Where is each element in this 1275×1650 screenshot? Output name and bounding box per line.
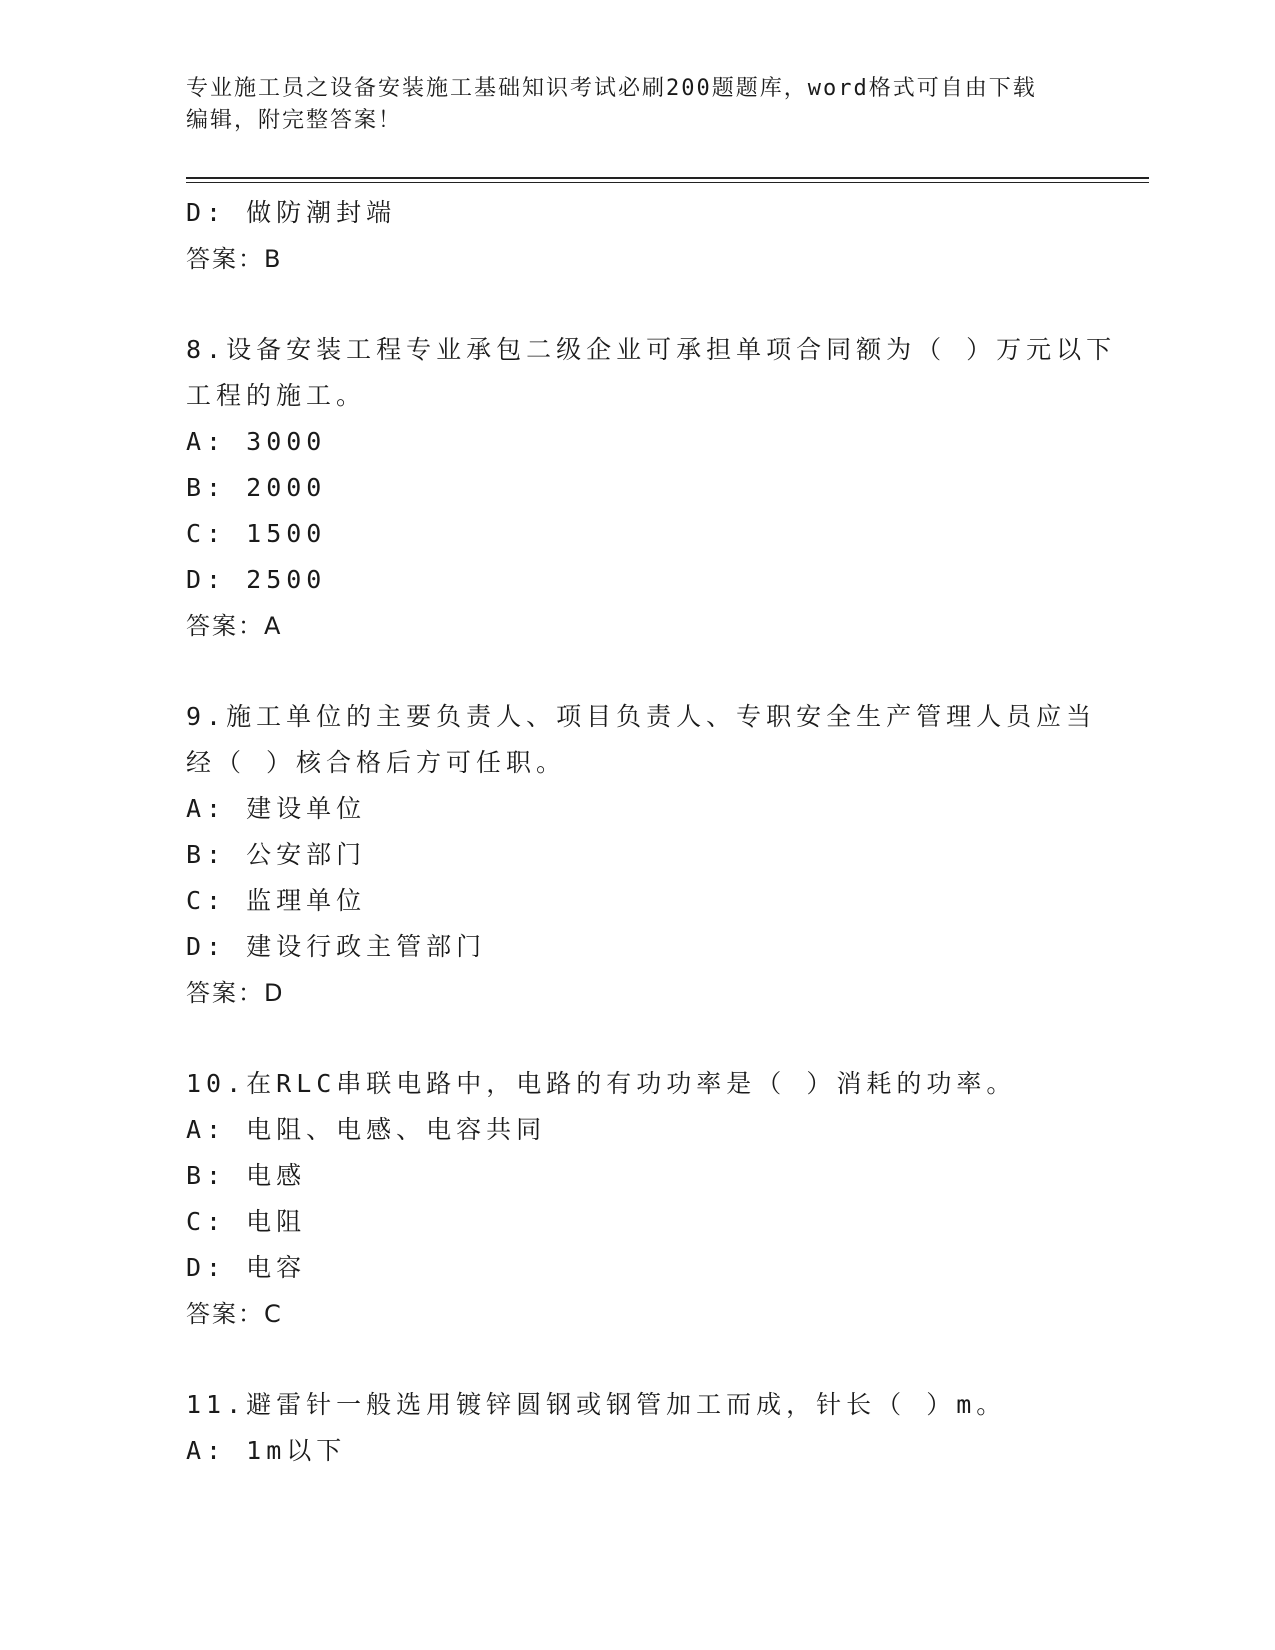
option-b: B: 公安部门 — [186, 840, 367, 869]
option-a: A: 3000 — [186, 427, 327, 456]
header-rule-thin — [186, 182, 1149, 183]
option-d: D: 建设行政主管部门 — [186, 932, 487, 961]
option-c: C: 监理单位 — [186, 886, 367, 915]
option-c: C: 电阻 — [186, 1207, 307, 1236]
option-d: D: 做防潮封端 — [186, 198, 397, 227]
option-b: B: 2000 — [186, 473, 327, 502]
answer-line: 答案：D — [186, 979, 285, 1007]
question-stem: 9.施工单位的主要负责人、项目负责人、专职安全生产管理人员应当 — [186, 702, 1097, 731]
spacer — [186, 1337, 1106, 1382]
question-stem: 10.在RLC串联电路中，电路的有功功率是（ ）消耗的功率。 — [186, 1069, 1017, 1098]
question-block-9 — [186, 694, 1106, 1016]
header-rule-thick — [186, 177, 1149, 179]
question-stem-continued: 经（ ）核合格后方可任职。 — [186, 748, 567, 777]
answer-line: 答案：A — [186, 612, 283, 640]
header-line-1: 专业施工员之设备安装施工基础知识考试必刷200题题库，word格式可自由下载 — [186, 76, 1037, 101]
answer-line: 答案：C — [186, 1300, 283, 1328]
option-d: D: 2500 — [186, 565, 327, 594]
spacer — [186, 1016, 1106, 1061]
question-stem: 8.设备安装工程专业承包二级企业可承担单项合同额为（ ）万元以下 — [186, 335, 1117, 364]
question-block-8 — [186, 327, 1117, 649]
question-stem-continued: 工程的施工。 — [186, 381, 367, 410]
question-stem: 11.避雷针一般选用镀锌圆钢或钢管加工而成，针长（ ）m。 — [186, 1390, 1007, 1419]
question-block-11 — [186, 1382, 1106, 1474]
option-a: A: 建设单位 — [186, 794, 367, 823]
page-header — [186, 73, 1066, 137]
spacer — [186, 282, 1106, 327]
spacer — [186, 649, 1106, 694]
answer-line: 答案：B — [186, 245, 283, 273]
header-line-2: 编辑，附完整答案！ — [186, 108, 403, 133]
option-c: C: 1500 — [186, 519, 327, 548]
option-d: D: 电容 — [186, 1253, 307, 1282]
option-a: A: 电阻、电感、电容共同 — [186, 1115, 547, 1144]
question-block-7 — [186, 190, 1106, 282]
option-b: B: 电感 — [186, 1161, 307, 1190]
question-block-10 — [186, 1061, 1106, 1337]
question-list — [186, 190, 1117, 1474]
option-a: A: 1m以下 — [186, 1436, 347, 1465]
